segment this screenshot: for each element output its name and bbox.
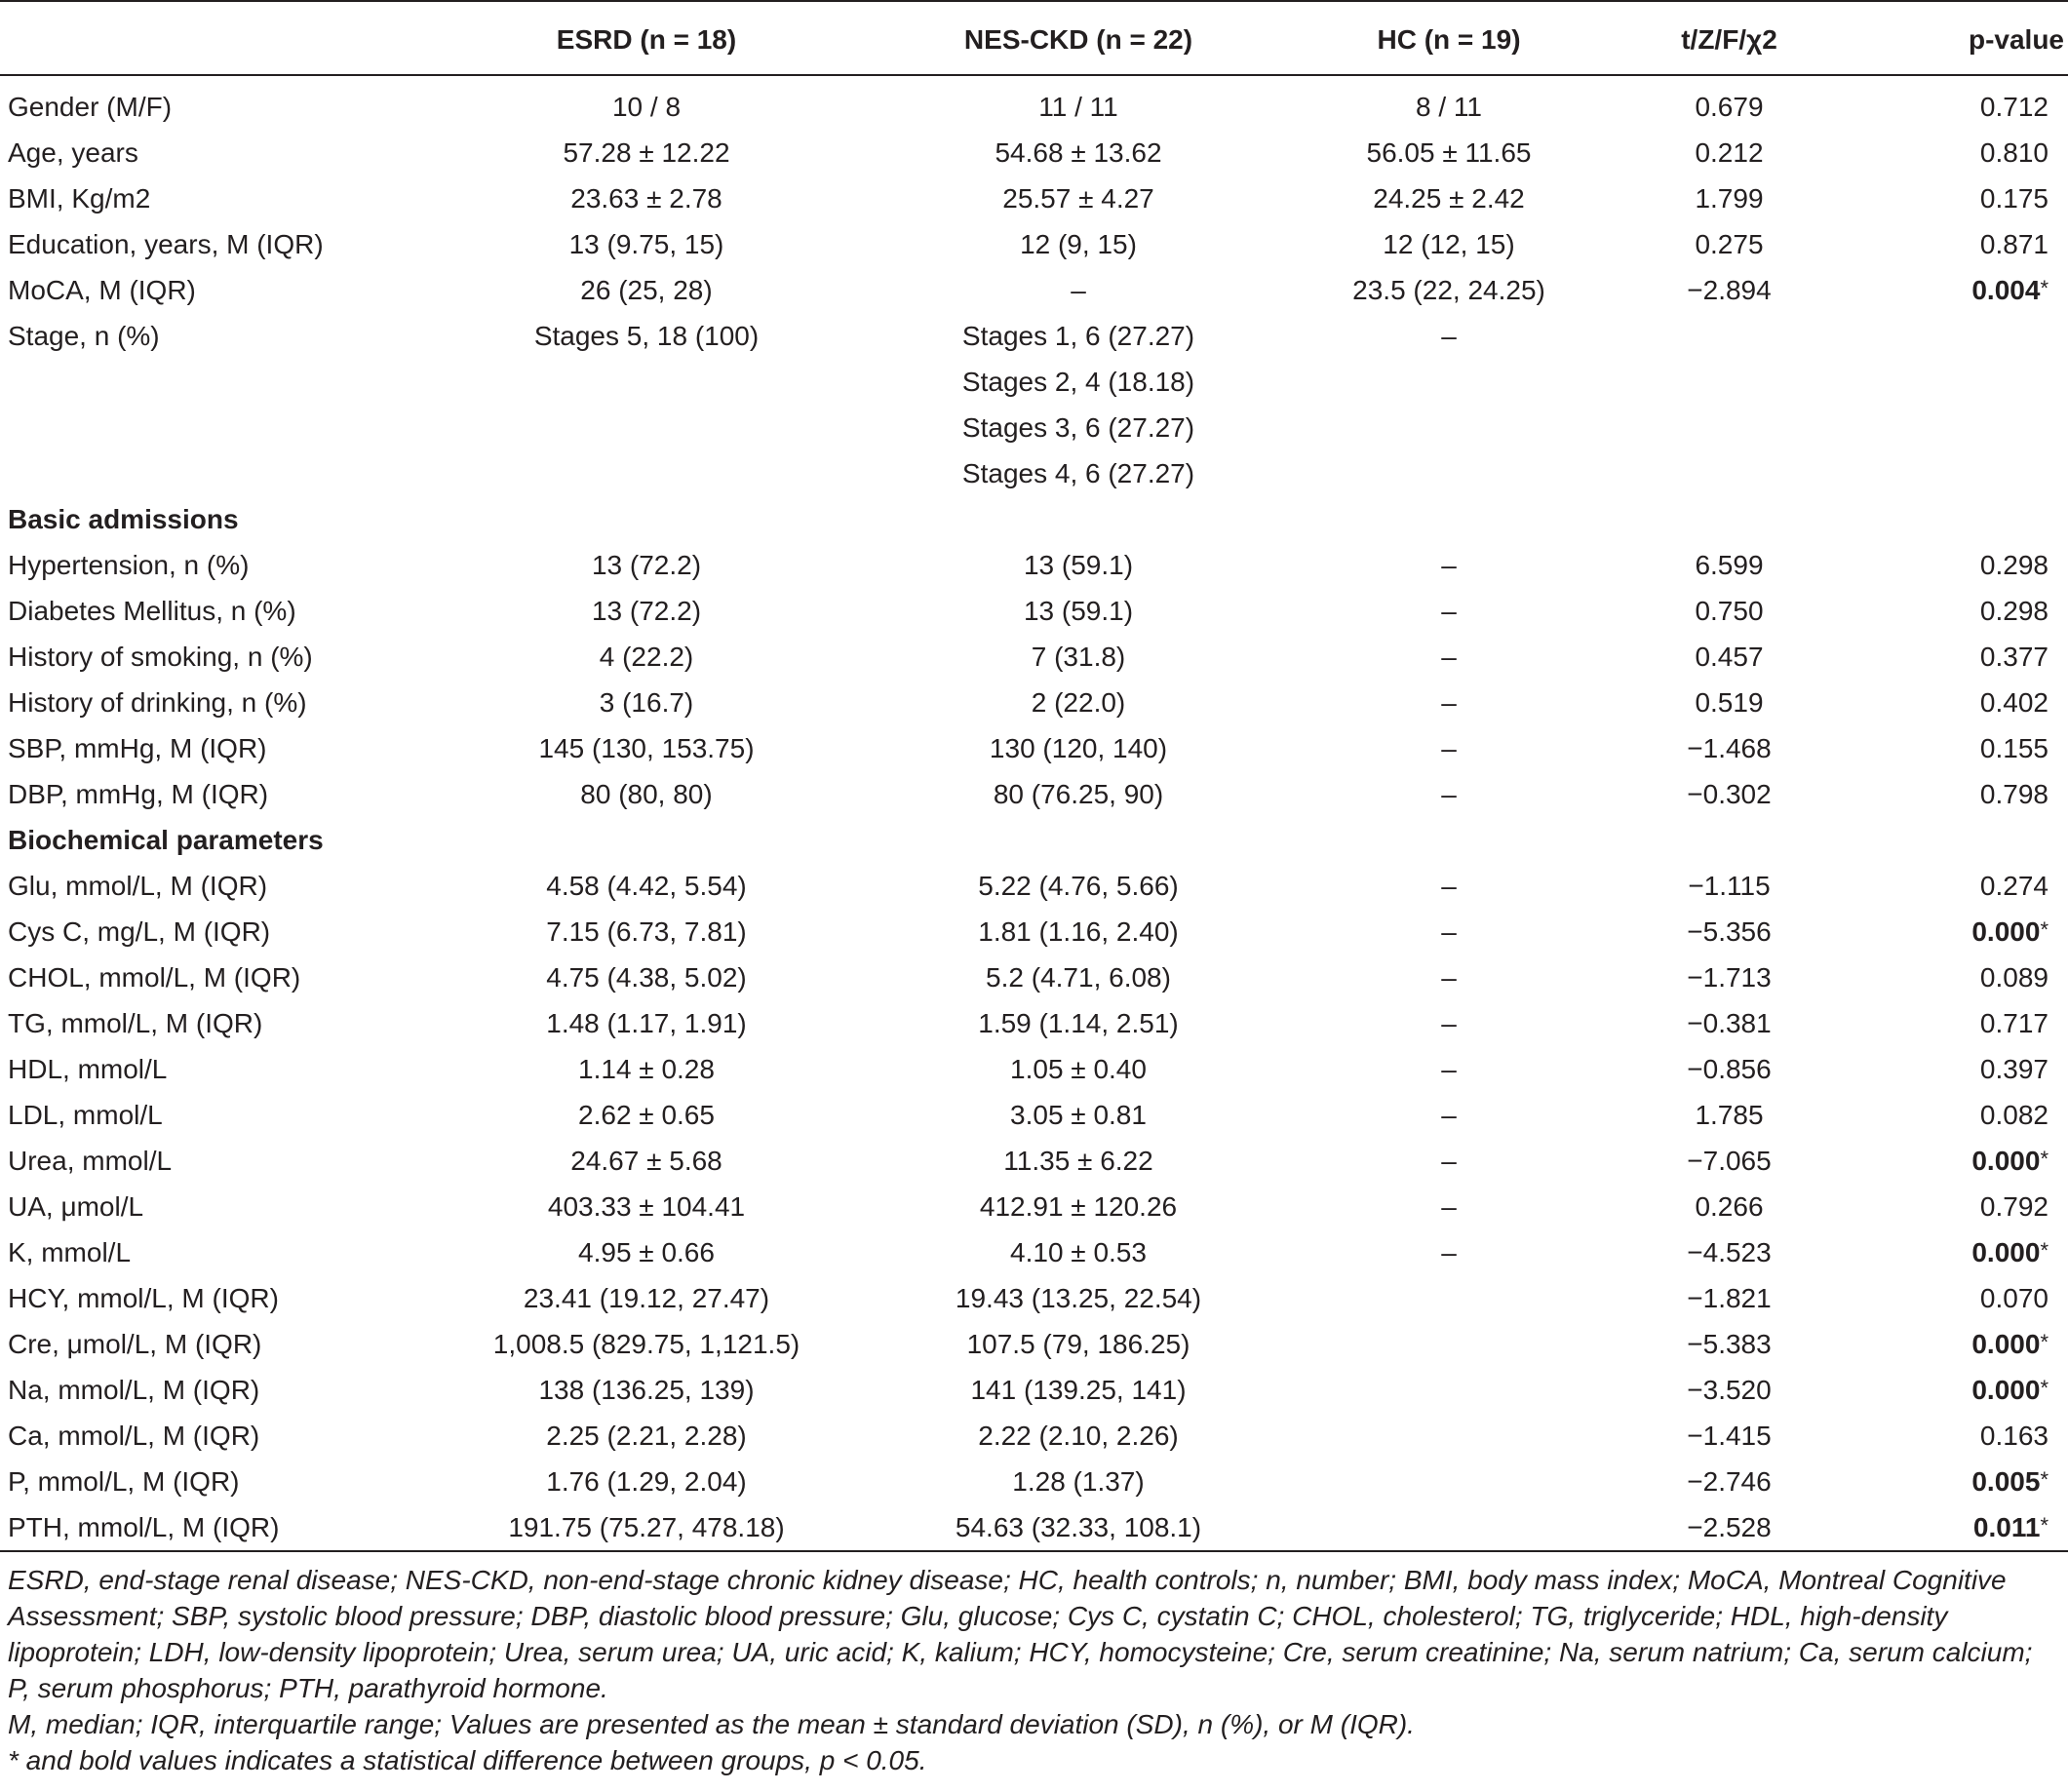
hc-value: – [1441,732,1457,763]
section-row [0,496,2068,542]
p-value: 0.792 [1979,1190,2048,1222]
spacer-cell [0,74,2068,84]
p-value-cell [1883,1367,2068,1413]
statistic-value [1576,450,1883,496]
row-label: PTH, mmol/L, M (IQR) [8,1511,280,1542]
esrd-value: 13 (72.2) [591,549,702,580]
table-row [0,267,2068,313]
footnote-statistics: M, median; IQR, interquartile range; Values are presented as the mean ± standard deviation (SD), n (%), or M (IQR). [8,1709,1415,1739]
p-value-cell [1883,1413,2068,1459]
esrd-value: 145 (130, 153.75) [538,732,755,763]
p-value: 0.000 [1971,915,2041,947]
footnote-significance: * and bold values indicates a statistical difference between groups, p < 0.05. [8,1745,927,1775]
table-row [0,954,2068,1000]
table-row [0,1321,2068,1367]
significance-marker: * [2040,916,2048,942]
esrd-value: 10 / 8 [611,91,682,122]
esrd-value [458,405,835,450]
bottom-rule [0,1550,2068,1552]
table-body [0,74,2068,1550]
nes-ckd-value: 80 (76.25, 90) [993,778,1164,809]
nes-ckd-value: 107.5 (79, 186.25) [966,1328,1190,1359]
esrd-value: 1.48 (1.17, 1.91) [546,1007,747,1038]
esrd-value: 57.28 ± 12.22 [563,136,730,168]
table-row [0,588,2068,634]
statistic-value: −3.520 [1687,1374,1772,1405]
p-value: 0.274 [1979,870,2048,901]
p-value: 0.298 [1979,595,2048,626]
hc-value: – [1441,549,1457,580]
statistic-value: 1.799 [1695,182,1764,214]
row-label: Cys C, mg/L, M (IQR) [8,915,271,947]
significance-marker: * [2040,1375,2048,1400]
nes-ckd-value: 4.10 ± 0.53 [1010,1236,1147,1267]
table-row [0,863,2068,909]
row-label: Ca, mmol/L, M (IQR) [8,1420,260,1451]
table-row [0,909,2068,954]
esrd-value: 80 (80, 80) [580,778,713,809]
hc-value: 8 / 11 [1416,91,1482,122]
hc-value: – [1441,1236,1457,1267]
p-value: 0.089 [1979,961,2048,993]
nes-ckd-value: 1.59 (1.14, 2.51) [978,1007,1179,1038]
statistic-value: 0.275 [1695,228,1764,259]
row-label: MoCA, M (IQR) [8,274,196,305]
row-label: BMI, Kg/m2 [8,182,151,214]
table-row [0,1000,2068,1046]
statistic-value: −0.856 [1687,1053,1772,1084]
row-label: Education, years, M (IQR) [8,228,324,259]
table-header-row [0,16,2068,74]
hc-value [1322,1459,1576,1504]
nes-ckd-value: 12 (9, 15) [1020,228,1137,259]
nes-ckd-value: 54.68 ± 13.62 [995,136,1162,168]
p-value: 0.000 [1971,1328,2041,1359]
table-row [0,725,2068,771]
p-value-cell [1883,1504,2068,1550]
row-label: History of smoking, n (%) [8,641,313,672]
esrd-value: 1,008.5 (829.75, 1,121.5) [492,1328,800,1359]
p-value: 0.005 [1971,1465,2041,1497]
esrd-value: 1.76 (1.29, 2.04) [546,1465,747,1497]
statistic-value [1576,359,1883,405]
hc-value: – [1441,686,1457,718]
statistic-value: −5.356 [1687,915,1772,947]
row-label: Gender (M/F) [8,91,173,122]
hc-value: – [1441,1145,1457,1176]
statistic-value: −2.746 [1687,1465,1772,1497]
p-value-cell [1883,313,2068,359]
nes-ckd-value: 25.57 ± 4.27 [1002,182,1154,214]
row-label: P, mmol/L, M (IQR) [8,1465,240,1497]
table-row [0,1504,2068,1550]
hc-value [1322,1367,1576,1413]
hc-value: – [1441,870,1457,901]
p-value: 0.000 [1971,1374,2041,1405]
row-label: Glu, mmol/L, M (IQR) [8,870,268,901]
nes-ckd-value: 11 / 11 [1038,91,1118,122]
row-label: HCY, mmol/L, M (IQR) [8,1282,279,1313]
nes-ckd-value: Stages 4, 6 (27.27) [961,457,1195,488]
p-value: 0.070 [1979,1282,2048,1313]
statistic-value: 0.266 [1695,1190,1764,1222]
row-label: Na, mmol/L, M (IQR) [8,1374,260,1405]
significance-marker: * [2040,1237,2048,1263]
p-value: 0.712 [1979,91,2048,122]
row-label [0,359,458,405]
nes-ckd-value: 130 (120, 140) [989,732,1168,763]
esrd-value: 7.15 (6.73, 7.81) [546,915,747,947]
esrd-value: 2.62 ± 0.65 [578,1099,715,1130]
row-label: DBP, mmHg, M (IQR) [8,778,269,809]
table-row [0,1413,2068,1459]
statistic-value: −7.065 [1687,1145,1772,1176]
table-row [0,1184,2068,1229]
table-row [0,634,2068,680]
section-heading: Basic admissions [8,503,239,534]
nes-ckd-value: 13 (59.1) [1023,595,1134,626]
statistic-value: −1.415 [1687,1420,1772,1451]
table-row [0,450,2068,496]
statistic-value [1576,405,1883,450]
hc-value [1322,359,1576,405]
nes-ckd-value: 412.91 ± 120.26 [979,1190,1178,1222]
esrd-value: 138 (136.25, 139) [538,1374,755,1405]
nes-ckd-value: 1.05 ± 0.40 [1010,1053,1147,1084]
table-row [0,130,2068,175]
esrd-value: 23.63 ± 2.78 [570,182,722,214]
nes-ckd-value: Stages 2, 4 (18.18) [961,366,1195,397]
p-value-cell [1883,221,2068,267]
hc-value [1322,1321,1576,1367]
table-row [0,542,2068,588]
nes-ckd-value: 3.05 ± 0.81 [1010,1099,1147,1130]
p-value: 0.810 [1979,136,2048,168]
esrd-value: 3 (16.7) [599,686,694,718]
esrd-value: Stages 5, 18 (100) [533,320,760,351]
esrd-value: 191.75 (75.27, 478.18) [508,1511,785,1542]
table-row [0,175,2068,221]
esrd-value: 23.41 (19.12, 27.47) [523,1282,770,1313]
nes-ckd-value: 5.2 (4.71, 6.08) [986,961,1171,993]
header-hc-text: HC (n = 19) [1377,24,1521,55]
header-nes-ckd-text: NES-CKD (n = 22) [963,24,1193,55]
p-value-cell [1883,909,2068,954]
p-value-cell [1883,542,2068,588]
p-value-cell [1883,267,2068,313]
esrd-value: 4.95 ± 0.66 [578,1236,715,1267]
row-label: Diabetes Mellitus, n (%) [8,595,296,626]
row-label: Stage, n (%) [8,320,160,351]
hc-value: – [1441,595,1457,626]
p-value: 0.082 [1979,1099,2048,1130]
nes-ckd-value: 54.63 (32.33, 108.1) [955,1511,1202,1542]
row-label: TG, mmol/L, M (IQR) [8,1007,263,1038]
hc-value: – [1441,961,1457,993]
row-label: History of drinking, n (%) [8,686,307,718]
p-value-cell [1883,588,2068,634]
nes-ckd-value: 1.28 (1.37) [1012,1465,1145,1497]
table-row [0,313,2068,359]
statistic-value: 0.679 [1695,91,1764,122]
statistic-value: −1.115 [1688,870,1771,901]
nes-ckd-value: 11.35 ± 6.22 [1003,1145,1153,1176]
table-row [0,221,2068,267]
hc-value: 12 (12, 15) [1383,228,1515,259]
top-rule [0,0,2068,2]
esrd-value: 4 (22.2) [599,641,694,672]
row-label: Age, years [8,136,138,168]
table-footnote [8,1562,2060,1778]
statistic-value: 0.750 [1695,595,1764,626]
footnote-abbreviations: ESRD, end-stage renal disease; NES-CKD, non-end-stage chronic kidney disease; HC, health controls; n, number; BMI, body mass index; MoCA, Montreal Cognitive Assessment; SBP, systolic blood pressure; DBP, diastolic blood pressure; Glu, glucose; Cys C, cystatin C; CHOL, cholesterol; TG, triglyceride; HDL, high-density lipoprotein; LDH, low-density lipoprotein; Urea, serum urea; UA, uric acid; K, kalium; HCY, homocysteine; Cre, serum creatinine; Na, serum natrium; Ca, serum calcium; P, serum phosphorus; PTH, parathyroid hormone. [8,1565,2033,1703]
statistic-value [1576,313,1883,359]
hc-value [1322,1275,1576,1321]
table-row [0,1459,2068,1504]
row-label: SBP, mmHg, M (IQR) [8,732,267,763]
statistic-value: −0.302 [1687,778,1772,809]
p-value: 0.000 [1971,1145,2041,1176]
p-value: 0.377 [1979,641,2048,672]
hc-value [1322,405,1576,450]
p-value-cell [1883,359,2068,405]
row-label [0,450,458,496]
esrd-value: 403.33 ± 104.41 [547,1190,746,1222]
esrd-value: 24.67 ± 5.68 [570,1145,722,1176]
row-label: Urea, mmol/L [8,1145,173,1176]
p-value-cell [1883,1000,2068,1046]
statistic-value: 6.599 [1695,549,1764,580]
statistic-value: 0.519 [1695,686,1764,718]
significance-marker: * [2040,1512,2048,1538]
hc-value: 24.25 ± 2.42 [1373,182,1525,214]
nes-ckd-value: 2.22 (2.10, 2.26) [978,1420,1179,1451]
statistic-value: 0.212 [1695,136,1764,168]
hc-value: 23.5 (22, 24.25) [1352,274,1545,305]
p-value-cell [1883,954,2068,1000]
p-value-cell [1883,1459,2068,1504]
p-value: 0.175 [1979,182,2048,214]
table-row [0,405,2068,450]
significance-marker: * [2040,1466,2048,1492]
hc-value: – [1441,1099,1457,1130]
hc-value: – [1441,1053,1457,1084]
header-statistic: t/Z/F/χ2 [1681,24,1777,55]
hc-value [1322,1504,1576,1550]
header-spacer [0,74,2068,84]
nes-ckd-value: Stages 1, 6 (27.27) [961,320,1195,351]
nes-ckd-value: 19.43 (13.25, 22.54) [955,1282,1202,1313]
p-value-cell [1883,1229,2068,1275]
table-row [0,1367,2068,1413]
p-value: 0.298 [1979,549,2048,580]
esrd-value: 26 (25, 28) [580,274,713,305]
statistic-value: 0.457 [1695,641,1764,672]
p-value: 0.397 [1979,1053,2048,1084]
header-p-value-text: p-value [1968,24,2064,55]
p-value-cell [1883,1046,2068,1092]
section-row [0,817,2068,863]
esrd-value: 4.58 (4.42, 5.54) [546,870,747,901]
table-row [0,1046,2068,1092]
statistic-value: −5.383 [1687,1328,1772,1359]
significance-marker: * [2040,1146,2048,1171]
nes-ckd-value: Stages 3, 6 (27.27) [961,411,1195,443]
esrd-value: 13 (9.75, 15) [568,228,724,259]
hc-value [1322,1413,1576,1459]
significance-marker: * [2040,1329,2048,1354]
table-row [0,1229,2068,1275]
hc-value [1322,450,1576,496]
table-row [0,359,2068,405]
nes-ckd-value: 5.22 (4.76, 5.66) [978,870,1179,901]
row-label: HDL, mmol/L [8,1053,168,1084]
p-value: 0.402 [1979,686,2048,718]
hc-value: – [1441,1190,1457,1222]
statistic-value: 1.785 [1695,1099,1764,1130]
statistic-value: −0.381 [1687,1007,1772,1038]
esrd-value [458,359,835,405]
row-label: K, mmol/L [8,1236,132,1267]
p-value: 0.871 [1979,228,2048,259]
nes-ckd-value: 13 (59.1) [1023,549,1134,580]
p-value-cell [1883,634,2068,680]
section-heading: Biochemical parameters [8,824,324,855]
hc-value: – [1441,320,1457,351]
table-row [0,1275,2068,1321]
table-row [0,1092,2068,1138]
p-value-cell [1883,1184,2068,1229]
p-value-cell [1883,450,2068,496]
row-label: Cre, μmol/L, M (IQR) [8,1328,262,1359]
hc-value: – [1441,1007,1457,1038]
significance-marker: * [2040,275,2048,300]
p-value-cell [1883,84,2068,130]
hc-value: – [1441,915,1457,947]
header-p-value [1883,16,2068,74]
esrd-value: 2.25 (2.21, 2.28) [546,1420,747,1451]
p-value-cell [1883,1275,2068,1321]
table-row [0,84,2068,130]
esrd-value [458,450,835,496]
p-value-cell [1883,130,2068,175]
p-value-cell [1883,1092,2068,1138]
nes-ckd-value: 141 (139.25, 141) [970,1374,1187,1405]
table-row [0,771,2068,817]
p-value: 0.798 [1979,778,2048,809]
p-value: 0.011 [1972,1511,2041,1542]
p-value-cell [1883,680,2068,725]
statistic-value: −1.821 [1687,1282,1772,1313]
header-esrd-text: ESRD (n = 18) [556,24,737,55]
esrd-value: 13 (72.2) [591,595,702,626]
nes-ckd-value: 2 (22.0) [1031,686,1126,718]
p-value-cell [1883,405,2068,450]
row-label [0,405,458,450]
demographics-table [0,16,2068,1550]
header-esrd [458,16,835,74]
statistic-value: −4.523 [1687,1236,1772,1267]
p-value-cell [1883,725,2068,771]
p-value: 0.717 [1979,1007,2048,1038]
hc-value: – [1441,641,1457,672]
p-value: 0.163 [1979,1420,2048,1451]
statistic-value: −2.528 [1687,1511,1772,1542]
statistic-value: −1.468 [1687,732,1772,763]
table-row [0,1138,2068,1184]
p-value-cell [1883,175,2068,221]
p-value-cell [1883,863,2068,909]
table-row [0,680,2068,725]
p-value: 0.004 [1971,274,2041,305]
row-label: Hypertension, n (%) [8,549,250,580]
row-label: CHOL, mmol/L, M (IQR) [8,961,301,993]
row-label: UA, μmol/L [8,1190,144,1222]
header-nes-ckd [835,16,1322,74]
nes-ckd-value: 1.81 (1.16, 2.40) [978,915,1179,947]
statistic-value: −1.713 [1687,961,1772,993]
p-value-cell [1883,771,2068,817]
esrd-value: 1.14 ± 0.28 [578,1053,715,1084]
p-value-cell [1883,1138,2068,1184]
hc-value: – [1441,778,1457,809]
hc-value: 56.05 ± 11.65 [1366,136,1532,168]
p-value: 0.000 [1971,1236,2041,1267]
nes-ckd-value: 7 (31.8) [1031,641,1126,672]
row-label: LDL, mmol/L [8,1099,163,1130]
nes-ckd-value: – [1071,274,1086,305]
esrd-value: 4.75 (4.38, 5.02) [546,961,747,993]
p-value: 0.155 [1979,732,2048,763]
header-variable [0,16,458,74]
statistic-value: −2.894 [1687,274,1772,305]
header-hc [1322,16,1576,74]
p-value-cell [1883,1321,2068,1367]
